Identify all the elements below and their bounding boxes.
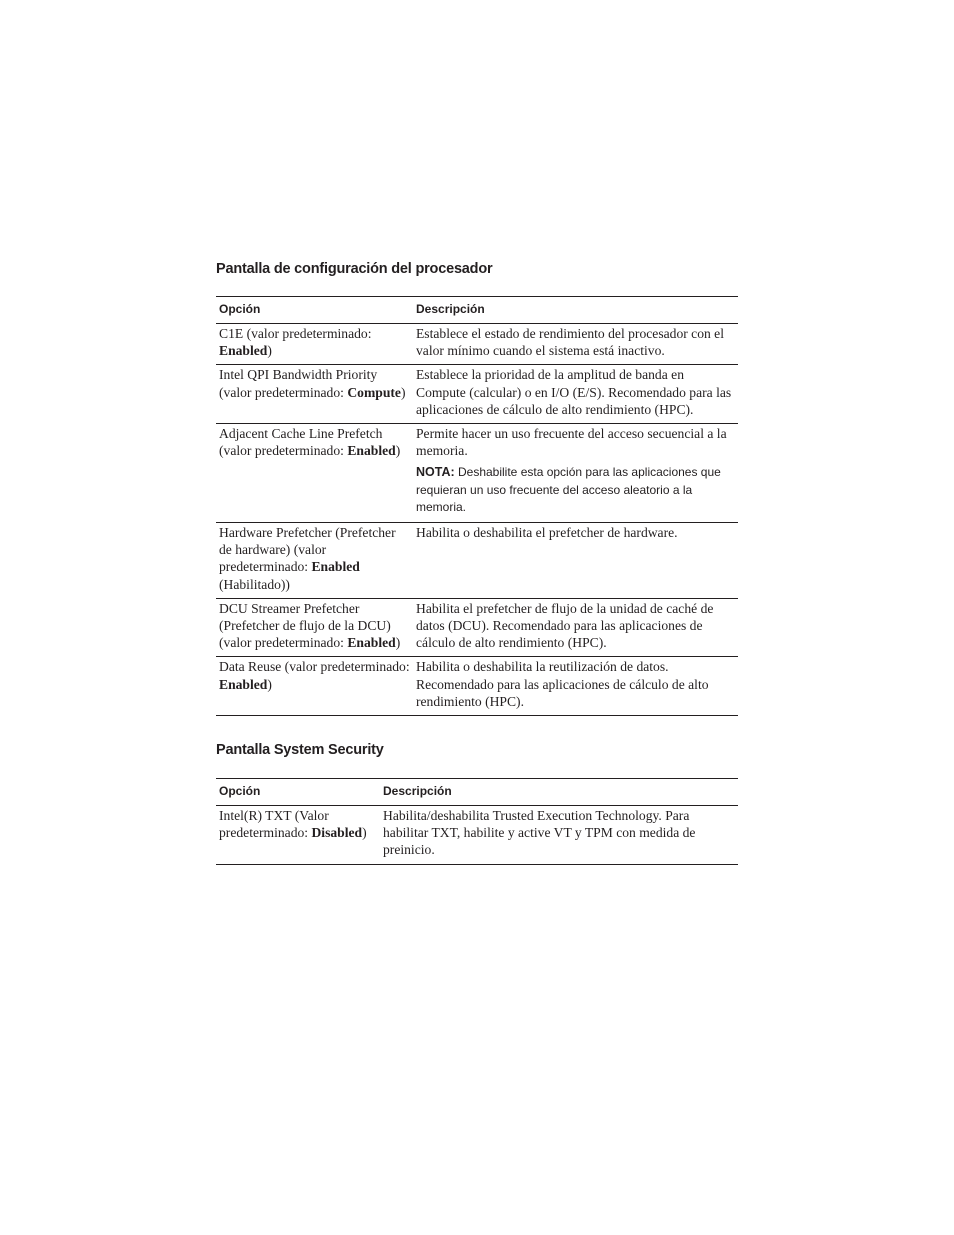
option-cell: Intel QPI Bandwidth Priority (valor predeterminado: Compute) [216, 365, 413, 424]
table-row [216, 657, 738, 716]
security-settings-table [216, 778, 738, 865]
section-title-security: Pantalla System Security [216, 742, 384, 758]
description-cell: Habilita el prefetcher de flujo de la unidad de caché de datos (DCU). Recomendado para las aplicaciones de cálculo de alto rendimiento (HPC). [413, 598, 738, 657]
note-label: NOTA: [416, 465, 455, 480]
option-cell: Adjacent Cache Line Prefetch (valor predeterminado: Enabled) [216, 424, 413, 523]
column-header-description: Descripción [413, 297, 738, 324]
processor-settings-table [216, 296, 738, 716]
description-cell [413, 424, 738, 523]
option-cell: DCU Streamer Prefetcher (Prefetcher de flujo de la DCU) (valor predeterminado: Enabled) [216, 598, 413, 657]
note [416, 464, 735, 517]
note-text: Deshabilite esta opción para las aplicaciones que requieran un uso frecuente del acceso aleatorio a la memoria. [416, 465, 721, 515]
table-row [216, 522, 738, 598]
table-row [216, 324, 738, 365]
description-cell: Habilita/deshabilita Trusted Execution Technology. Para habilitar TXT, habilite y active VT y TPM con medida de preinicio. [380, 806, 738, 865]
column-header-description: Descripción [380, 779, 738, 806]
section-title-processor: Pantalla de configuración del procesador [216, 261, 493, 277]
table-row [216, 598, 738, 657]
option-cell: Data Reuse (valor predeterminado: Enabled) [216, 657, 413, 716]
description-text: Permite hacer un uso frecuente del acceso secuencial a la memoria. [416, 426, 727, 459]
option-cell: Hardware Prefetcher (Prefetcher de hardware) (valor predeterminado: Enabled (Habilitado)) [216, 522, 413, 598]
column-header-option: Opción [216, 297, 413, 324]
description-cell: Habilita o deshabilita el prefetcher de hardware. [413, 522, 738, 598]
option-cell: C1E (valor predeterminado: Enabled) [216, 324, 413, 365]
table-row [216, 806, 738, 865]
table-header-row [216, 297, 738, 324]
description-cell: Habilita o deshabilita la reutilización de datos. Recomendado para las aplicaciones de cálculo de alto rendimiento (HPC). [413, 657, 738, 716]
table-row [216, 424, 738, 523]
option-cell: Intel(R) TXT (Valor predeterminado: Disabled) [216, 806, 380, 865]
table-row [216, 365, 738, 424]
column-header-option: Opción [216, 779, 380, 806]
table-header-row [216, 779, 738, 806]
description-cell: Establece el estado de rendimiento del procesador con el valor mínimo cuando el sistema está inactivo. [413, 324, 738, 365]
description-cell: Establece la prioridad de la amplitud de banda en Compute (calcular) o en I/O (E/S). Recomendado para las aplicaciones de cálculo de alto rendimiento (HPC). [413, 365, 738, 424]
